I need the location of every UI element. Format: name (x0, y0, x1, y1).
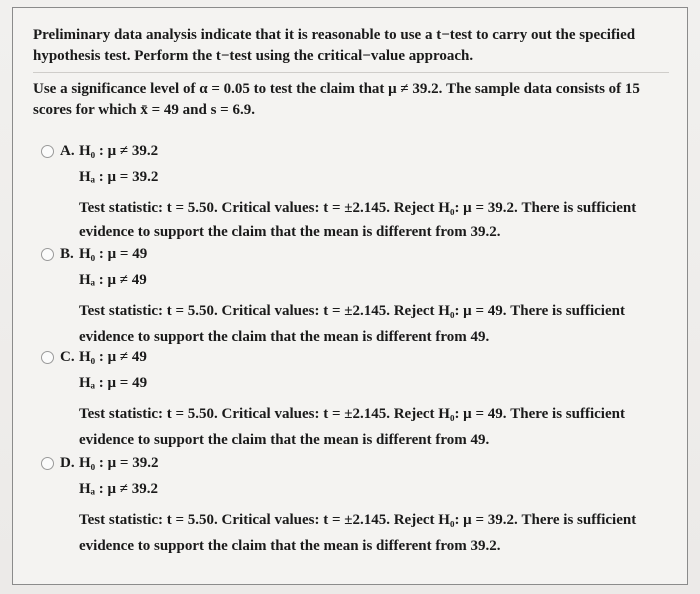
option-letter: C. (60, 349, 75, 365)
prompt-line-2: hypothesis test. Perform the t−test using the critical−value approach. (33, 48, 474, 64)
conclusion: evidence to support the claim that the mean is different from 39.2. (79, 224, 501, 240)
prompt-line-4: scores for which x̄ = 49 and s = 6.9. (33, 102, 255, 118)
null-hypothesis: H₀ : μ ≠ 49 (79, 349, 147, 365)
alternative-hypothesis: Hₐ : μ = 49 (79, 375, 148, 391)
alternative-hypothesis: Hₐ : μ ≠ 49 (79, 272, 147, 288)
test-statistic: Test statistic: t = 5.50. Critical values: t = ±2.145. Reject H₀: μ = 49. There is sufficient (79, 303, 625, 319)
null-hypothesis: H₀ : μ = 39.2 (79, 455, 159, 471)
conclusion: evidence to support the claim that the mean is different from 49. (79, 329, 490, 345)
question-box (12, 7, 688, 585)
null-hypothesis: H₀ : μ ≠ 39.2 (79, 143, 159, 159)
question-details (33, 79, 640, 121)
null-hypothesis: H₀ : μ = 49 (79, 246, 148, 262)
prompt-line-1: Preliminary data analysis indicate that it is reasonable to use a t−test to carry out the specified (33, 27, 636, 43)
conclusion: evidence to support the claim that the mean is different from 49. (79, 432, 490, 448)
question-prompt (33, 25, 635, 67)
conclusion: evidence to support the claim that the mean is different from 39.2. (79, 538, 501, 554)
test-statistic: Test statistic: t = 5.50. Critical values: t = ±2.145. Reject H₀: μ = 39.2. There is sufficient (79, 200, 637, 216)
radio-button-d[interactable] (41, 457, 54, 470)
test-statistic: Test statistic: t = 5.50. Critical values: t = ±2.145. Reject H₀: μ = 39.2. There is sufficient (79, 512, 637, 528)
divider (33, 72, 669, 73)
prompt-line-3: Use a significance level of α = 0.05 to test the claim that μ ≠ 39.2. The sample data consists of 15 (33, 81, 640, 97)
alternative-hypothesis: Hₐ : μ ≠ 39.2 (79, 481, 159, 497)
option-letter: B. (60, 246, 74, 262)
radio-button-b[interactable] (41, 248, 54, 261)
radio-button-a[interactable] (41, 145, 54, 158)
option-letter: D. (60, 455, 75, 471)
alternative-hypothesis: Hₐ : μ = 39.2 (79, 169, 159, 185)
test-statistic: Test statistic: t = 5.50. Critical values: t = ±2.145. Reject H₀: μ = 49. There is sufficient (79, 406, 625, 422)
radio-button-c[interactable] (41, 351, 54, 364)
option-letter: A. (60, 143, 75, 159)
